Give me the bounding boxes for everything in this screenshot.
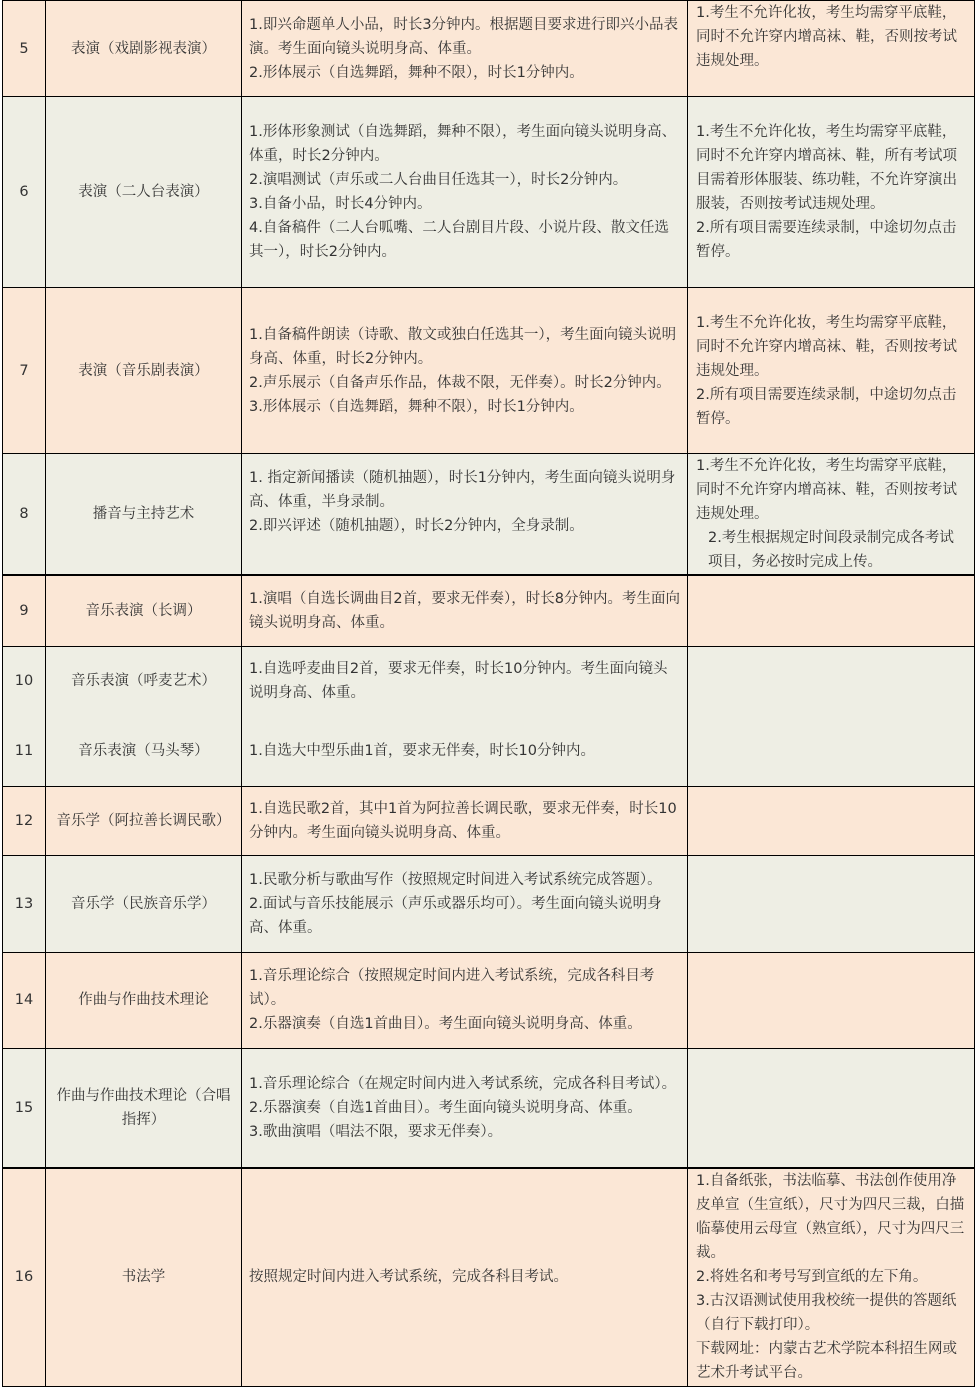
requirement-item: 2.形体展示（自选舞蹈，舞种不限），时长1分钟内。 <box>249 64 584 81</box>
requirement-item: 2.声乐展示（自备声乐作品，体裁不限，无伴奏）。时长2分钟内。 <box>249 374 671 391</box>
exam-notes <box>688 288 975 454</box>
requirement-item: 1.形体形象测试（自选舞蹈，舞种不限），考生面向镜头说明身高、体重，时长2分钟内。 <box>249 124 677 164</box>
requirement-item: 2.乐器演奏（自选1首曲目）。考生面向镜头说明身高、体重。 <box>249 1016 642 1032</box>
exam-requirements <box>242 1048 688 1168</box>
requirement-item: 1.演唱（自选长调曲目2首，要求无伴奏），时长8分钟内。考生面向镜头说明身高、体重。 <box>249 590 681 631</box>
table-row <box>3 1 975 97</box>
row-number: 14 <box>3 952 46 1048</box>
row-number: 5 <box>3 1 46 97</box>
requirement-item: 2.乐器演奏（自选1首曲目）。考生面向镜头说明身高、体重。 <box>249 1099 642 1116</box>
table-row <box>3 855 975 952</box>
major-name: 表演（戏剧影视表演） <box>46 1 242 97</box>
requirement-item: 4.自备稿件（二人台呱嘴、二人台剧目片段、小说片段、散文任选其一），时长2分钟内。 <box>249 220 669 260</box>
requirement-item: 1.自选大中型乐曲1首，要求无伴奏，时长10分钟内。 <box>249 742 596 759</box>
exam-requirements <box>242 97 688 288</box>
requirement-item: 1.音乐理论综合（按照规定时间内进入考试系统，完成各科目考试）。 <box>249 968 655 1008</box>
major-name: 表演（二人台表演） <box>46 97 242 288</box>
exam-notes <box>688 454 975 576</box>
major-name: 音乐表演（呼麦艺术） <box>46 646 242 716</box>
requirement-item: 3.自备小品，时长4分钟内。 <box>249 196 432 212</box>
row-number: 12 <box>3 786 46 855</box>
row-number: 10 <box>3 646 46 716</box>
exam-requirements <box>242 454 688 576</box>
requirement-item: 1.即兴命题单人小品，时长3分钟内。根据题目要求进行即兴小品表演。考生面向镜头说明身高、体重。 <box>249 16 679 57</box>
requirement-item: 1.自选呼麦曲目2首，要求无伴奏，时长10分钟内。考生面向镜头说明身高、体重。 <box>249 661 668 702</box>
download-url-note: 下载网址：内蒙古艺术学院本科招生网或艺术升考试平台。 <box>696 1341 957 1382</box>
table-row <box>3 575 975 646</box>
note-item: 2.将姓名和考号写到宣纸的左下角。 <box>696 1269 928 1286</box>
table-row <box>3 97 975 288</box>
exam-notes <box>688 716 975 786</box>
row-number: 9 <box>3 575 46 646</box>
requirement-item: 2.即兴评述（随机抽题），时长2分钟内，全身录制。 <box>249 518 584 534</box>
exam-requirements <box>242 288 688 454</box>
note-item: 2.考生根据规定时间段录制完成各考试项目，务必按时完成上传。 <box>708 530 954 570</box>
exam-requirements <box>242 1 688 97</box>
row-number: 7 <box>3 288 46 454</box>
major-name: 播音与主持艺术 <box>46 454 242 576</box>
exam-notes <box>688 855 975 952</box>
row-number: 6 <box>3 97 46 288</box>
requirement-item: 3.形体展示（自选舞蹈，舞种不限），时长1分钟内。 <box>249 398 584 415</box>
major-name: 音乐表演（马头琴） <box>46 716 242 786</box>
exam-requirements <box>242 786 688 855</box>
requirement-item: 2.演唱测试（声乐或二人台曲目任选其一），时长2分钟内。 <box>249 172 628 188</box>
requirement-item: 1.自备稿件朗读（诗歌、散文或独白任选其一），考生面向镜头说明身高、体重，时长2分钟内。 <box>249 326 677 367</box>
exam-requirements <box>242 952 688 1048</box>
exam-notes <box>688 1048 975 1168</box>
note-item: 1.考生不允许化妆，考生均需穿平底鞋，同时不允许穿内增高袜、鞋，否则按考试违规处理。 <box>696 458 957 522</box>
row-number: 16 <box>3 1168 46 1386</box>
major-name: 音乐学（民族音乐学） <box>46 855 242 952</box>
note-item: 1.自备纸张，书法临摹、书法创作使用净皮单宣（生宣纸），尺寸为四尺三裁，白描临摹使用云母宣（熟宣纸），尺寸为四尺三裁。 <box>696 1173 965 1262</box>
requirement-item: 1. 指定新闻播读（随机抽题），时长1分钟内，考生面向镜头说明身高、体重，半身录制。 <box>249 470 676 510</box>
requirement-item: 1.民歌分析与歌曲写作（按照规定时间进入考试系统完成答题）。 <box>249 871 662 888</box>
major-name: 表演（音乐剧表演） <box>46 288 242 454</box>
table-row <box>3 646 975 716</box>
exam-notes <box>688 646 975 716</box>
exam-notes <box>688 575 975 646</box>
table-row <box>3 786 975 855</box>
exam-notes <box>688 97 975 288</box>
row-number: 8 <box>3 454 46 576</box>
table-row <box>3 454 975 576</box>
major-name: 音乐表演（长调） <box>46 575 242 646</box>
exam-notes <box>688 952 975 1048</box>
exam-requirements <box>242 855 688 952</box>
note-item: 2.所有项目需要连续录制，中途切勿点击暂停。 <box>696 386 957 427</box>
table-row <box>3 1048 975 1168</box>
exam-notes <box>688 786 975 855</box>
requirement-item: 按照规定时间内进入考试系统，完成各科目考试。 <box>249 1269 568 1286</box>
requirement-item: 3.歌曲演唱（唱法不限，要求无伴奏）。 <box>249 1123 503 1140</box>
note-item: 3.古汉语测试使用我校统一提供的答题纸（自行下载打印）。 <box>696 1293 957 1334</box>
note-item: 1.考生不允许化妆，考生均需穿平底鞋，同时不允许穿内增高袜、鞋，所有考试项目需着形体服装、练功鞋，不允许穿演出服装，否则按考试违规处理。 <box>696 124 957 212</box>
requirement-item: 2.面试与音乐技能展示（声乐或器乐均可）。考生面向镜头说明身高、体重。 <box>249 895 662 936</box>
exam-requirements <box>242 575 688 646</box>
row-number: 15 <box>3 1048 46 1168</box>
note-item: 2.所有项目需要连续录制，中途切勿点击暂停。 <box>696 220 957 260</box>
major-name: 作曲与作曲技术理论 <box>46 952 242 1048</box>
table-row <box>3 288 975 454</box>
requirement-item: 1.自选民歌2首，其中1首为阿拉善长调民歌，要求无伴奏，时长10分钟内。考生面向镜头说明身高、体重。 <box>249 800 677 841</box>
table-row <box>3 1168 975 1386</box>
note-item: 1.考生不允许化妆，考生均需穿平底鞋，同时不允许穿内增高袜、鞋，否则按考试违规处理。 <box>696 314 957 379</box>
requirement-item: 1.音乐理论综合（在规定时间内进入考试系统，完成各科目考试）。 <box>249 1075 677 1092</box>
exam-requirements-table <box>2 0 975 1387</box>
major-name: 书法学 <box>46 1168 242 1386</box>
exam-requirements <box>242 1168 688 1386</box>
note-item: 1.考生不允许化妆，考生均需穿平底鞋，同时不允许穿内增高袜、鞋，否则按考试违规处理。 <box>696 5 957 69</box>
exam-notes <box>688 1 975 97</box>
table-row <box>3 952 975 1048</box>
major-name: 音乐学（阿拉善长调民歌） <box>46 786 242 855</box>
row-number: 13 <box>3 855 46 952</box>
table-row <box>3 716 975 786</box>
row-number: 11 <box>3 716 46 786</box>
exam-requirements <box>242 716 688 786</box>
exam-notes <box>688 1168 975 1386</box>
major-name: 作曲与作曲技术理论（合唱指挥） <box>46 1048 242 1168</box>
exam-requirements <box>242 646 688 716</box>
